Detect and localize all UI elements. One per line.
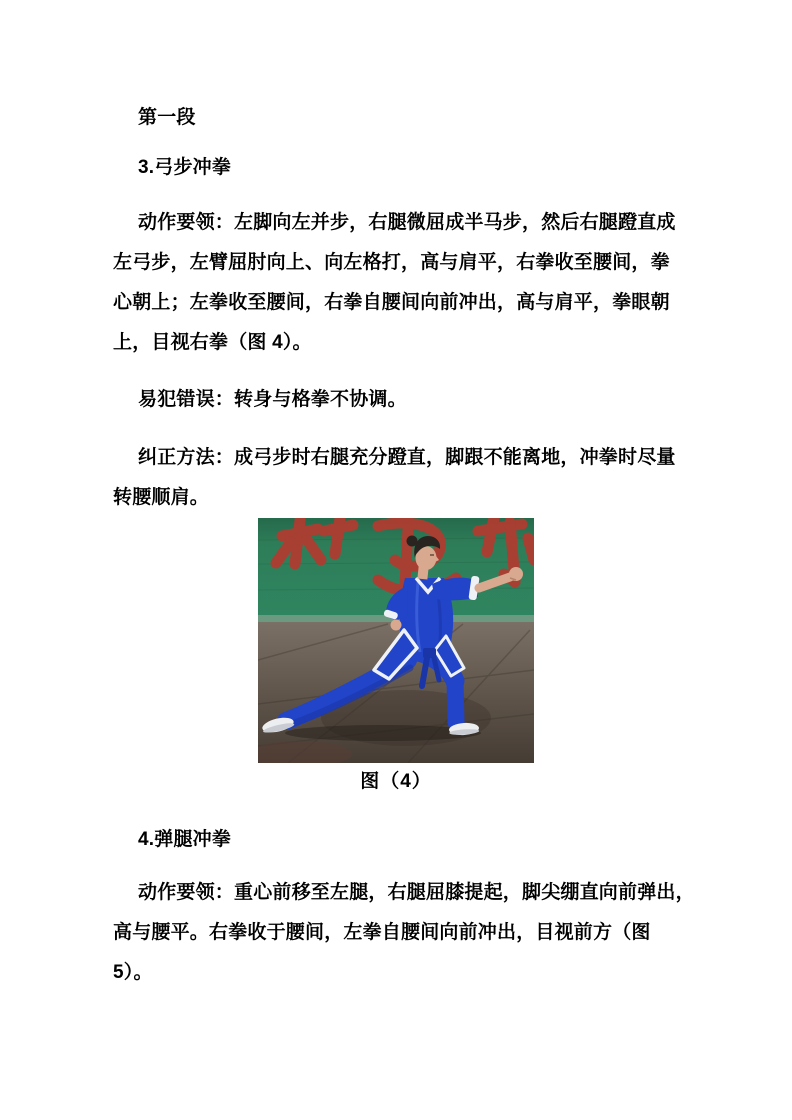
item3-keypoints-line4: 上，目视右拳（图 4）。 <box>113 332 312 353</box>
item3-heading: 3.弓步冲拳 <box>138 157 232 178</box>
item4-keypoints-line1: 动作要领：重心前移至左腿，右腿屈膝提起，脚尖绷直向前弹出， <box>138 882 695 903</box>
item4-heading: 4.弹腿冲拳 <box>138 829 232 850</box>
figure-4-photo <box>258 518 534 763</box>
item3-keypoints-line3: 心朝上；左拳收至腰间，右拳自腰间向前冲出，高与肩平，拳眼朝 <box>113 292 670 313</box>
section-label: 第一段 <box>138 107 196 128</box>
item3-correction-line2: 转腰顺肩。 <box>113 487 210 508</box>
item3-keypoints-line2: 左弓步，左臂屈肘向上、向左格打，高与肩平，右拳收至腰间，拳 <box>113 252 670 273</box>
item3-keypoints-line1: 动作要领：左脚向左并步，右腿微屈成半马步，然后右腿蹬直成 <box>138 212 676 233</box>
wushu-photo-illustration <box>258 518 534 763</box>
item3-common-error: 易犯错误：转身与格拳不协调。 <box>138 389 407 410</box>
item4-keypoints-line3: 5）。 <box>113 962 153 983</box>
item3-correction-line1: 纠正方法：成弓步时右腿充分蹬直，脚跟不能离地，冲拳时尽量 <box>138 447 676 468</box>
item4-keypoints-line2: 高与腰平。右拳收于腰间，左拳自腰间向前冲出，目视前方（图 <box>113 922 651 943</box>
figure-4-caption: 图（4） <box>360 771 432 792</box>
